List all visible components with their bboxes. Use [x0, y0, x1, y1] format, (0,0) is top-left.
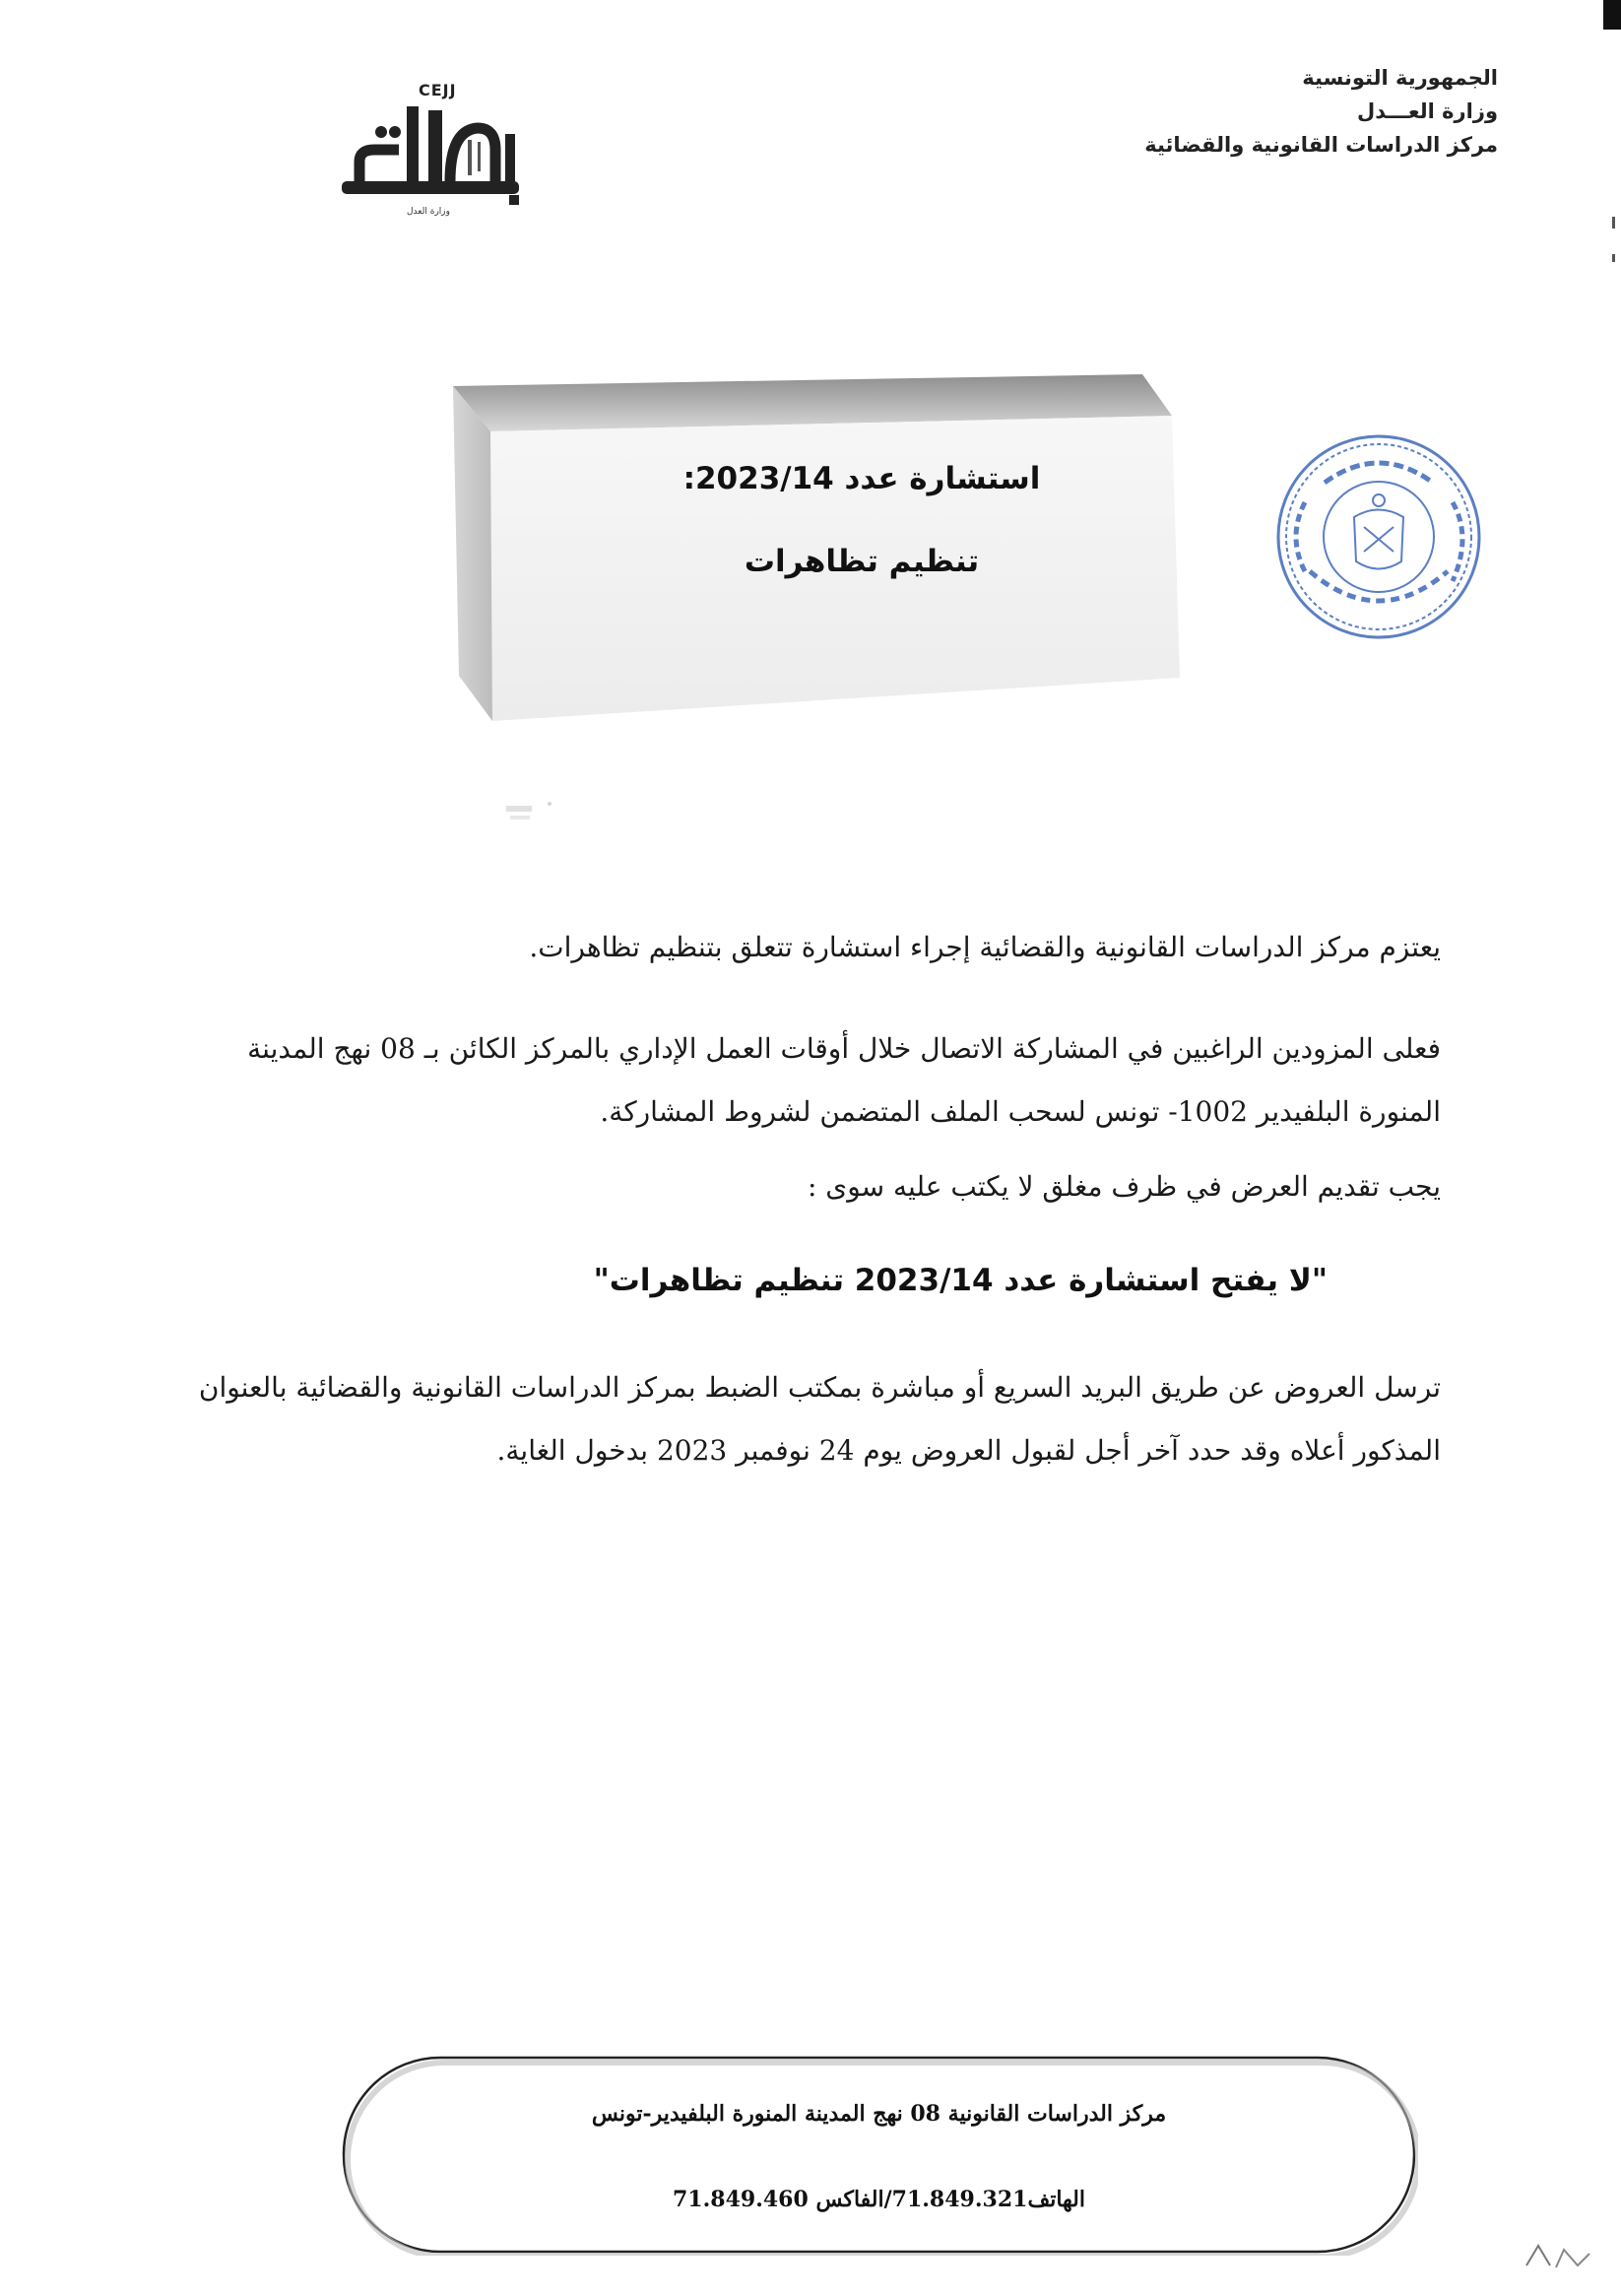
stamp-seal-icon [1265, 424, 1492, 650]
envelope-label: "لا يفتح استشارة عدد 2023/14 تنظيم تظاهرات" [593, 1263, 1328, 1298]
cejj-logo [330, 71, 566, 229]
paragraph-delivery: ترسل العروض عن طريق البريد السريع أو مباشرة بمكتب الضبط بمركز الدراسات القانونية والقضائية بالعنوان المذكور أعلاه وقد حدد آخر أجل لقبول العروض يوم 24 نوفمبر 2023 بدخول الغاية. [198, 1371, 1441, 1467]
faint-scan-mark [502, 798, 561, 827]
footer-rounded-frame [340, 2054, 1418, 2256]
logo-ministry-caption: وزارة العدل [407, 207, 450, 217]
consultation-subject: تنظيم تظاهرات [744, 544, 980, 579]
scan-speck [1612, 254, 1615, 262]
letterhead-country: الجمهورية التونسية [1302, 66, 1498, 90]
paragraph-intro: يعتزم مركز الدراسات القانونية والقضائية إجراء استشارة تتعلق بتنظيم تظاهرات. [529, 931, 1441, 963]
footer-address-box [340, 2054, 1418, 2256]
footer-address: مركز الدراسات القانونية 08 نهج المدينة المنورة البلفيدير-تونس [591, 2101, 1167, 2127]
letterhead [1144, 61, 1498, 162]
letterhead-ministry: وزارة العـــدل [1357, 99, 1498, 123]
corner-scan-mark [1517, 2236, 1605, 2275]
paragraph-envelope-instruction: يجب تقديم العرض في ظرف مغلق لا يكتب عليه سوى : [807, 1170, 1441, 1203]
consultation-number: استشارة عدد 2023/14: [682, 461, 1041, 496]
paragraph-contact: فعلى المزودين الراغبين في المشاركة الاتصال خلال أوقات العمل الإداري بالمركز الكائن بـ 08 نهج المدينة المنورة البلفيدير 1002- تونس لسحب الملف المتضمن لشروط المشاركة. [247, 1032, 1441, 1128]
official-stamp [1265, 424, 1492, 650]
logo-acronym: CEJJ [419, 81, 457, 99]
letterhead-center: مركز الدراسات القانونية والقضائية [1144, 133, 1498, 157]
footer-phone-fax: الهاتف71.849.321/الفاكس 71.849.460 [673, 2187, 1085, 2212]
title-box [453, 374, 1221, 724]
scan-speck [1612, 217, 1615, 229]
scan-mark [1603, 0, 1621, 30]
